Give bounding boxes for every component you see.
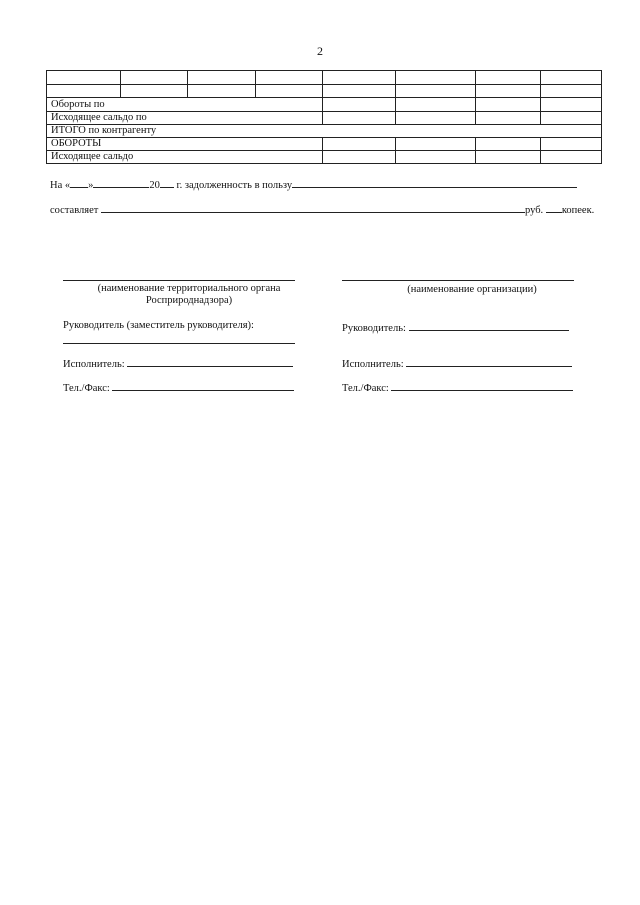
- caption-line2: Росприроднадзора): [145, 295, 233, 306]
- right-executor-row: [342, 356, 572, 371]
- table-row-label: Исходящее сальдо: [51, 151, 134, 162]
- caption-line1: (наименование территориального органа: [97, 283, 281, 294]
- table-row-label: Исходящее сальдо по: [51, 112, 147, 123]
- table-col-divider: [322, 71, 323, 124]
- table-row-divider: [47, 137, 601, 138]
- table-col-divider: [540, 137, 541, 164]
- table-col-divider: [475, 137, 476, 164]
- kop-label: копеек.: [561, 205, 595, 216]
- table-col-divider: [475, 71, 476, 124]
- creditor-blank[interactable]: [292, 177, 577, 188]
- table-col-divider: [540, 71, 541, 124]
- territorial-body-name-line[interactable]: [63, 280, 295, 281]
- right-phone-label: Тел./Факс:: [342, 383, 389, 394]
- left-head-label: Руководитель (заместитель руководителя):: [63, 320, 254, 331]
- year-prefix: 20: [149, 180, 160, 191]
- amount-line: [50, 202, 594, 217]
- right-head-blank[interactable]: [409, 320, 569, 331]
- left-executor-label: Исполнитель:: [63, 359, 125, 370]
- right-phone-row: [342, 380, 573, 395]
- right-phone-blank[interactable]: [391, 380, 573, 391]
- table-col-divider: [187, 71, 188, 97]
- table-col-divider: [395, 71, 396, 124]
- left-phone-row: [63, 380, 294, 395]
- page-number: 2: [317, 44, 323, 58]
- left-phone-label: Тел./Факс:: [63, 383, 110, 394]
- territorial-body-caption: [63, 283, 315, 307]
- table-col-divider: [120, 71, 121, 97]
- organization-caption: (наименование организации): [407, 284, 537, 295]
- rub-label: руб.: [524, 205, 544, 216]
- debt-text: г. задолженность в пользу: [176, 180, 293, 191]
- left-executor-row: [63, 356, 293, 371]
- debt-date-line: [50, 177, 577, 192]
- table-row-label: ОБОРОТЫ: [51, 138, 102, 149]
- organization-name-line[interactable]: [342, 280, 574, 281]
- table-col-divider: [322, 137, 323, 164]
- right-head-row: [342, 320, 569, 335]
- amount-prefix: составляет: [50, 205, 99, 216]
- left-executor-blank[interactable]: [127, 356, 293, 367]
- table-row-label: Обороты по: [51, 99, 105, 110]
- table-col-divider: [255, 71, 256, 97]
- right-head-label: Руководитель:: [342, 323, 406, 334]
- table-row-divider: [47, 84, 601, 85]
- kop-blank[interactable]: [546, 202, 562, 213]
- table-col-divider: [395, 137, 396, 164]
- year-blank[interactable]: [160, 177, 174, 188]
- date-prefix: На «: [50, 180, 71, 191]
- month-blank[interactable]: [93, 177, 149, 188]
- day-blank[interactable]: [70, 177, 88, 188]
- left-head-signature-line[interactable]: [63, 343, 295, 344]
- right-executor-label: Исполнитель:: [342, 359, 404, 370]
- reconciliation-table: [46, 70, 602, 164]
- table-row-label: ИТОГО по контрагенту: [51, 125, 157, 136]
- date-quote-close: »: [88, 180, 94, 191]
- left-phone-blank[interactable]: [112, 380, 294, 391]
- amount-blank[interactable]: [101, 202, 525, 213]
- table-row-divider: [47, 97, 601, 98]
- right-executor-blank[interactable]: [406, 356, 572, 367]
